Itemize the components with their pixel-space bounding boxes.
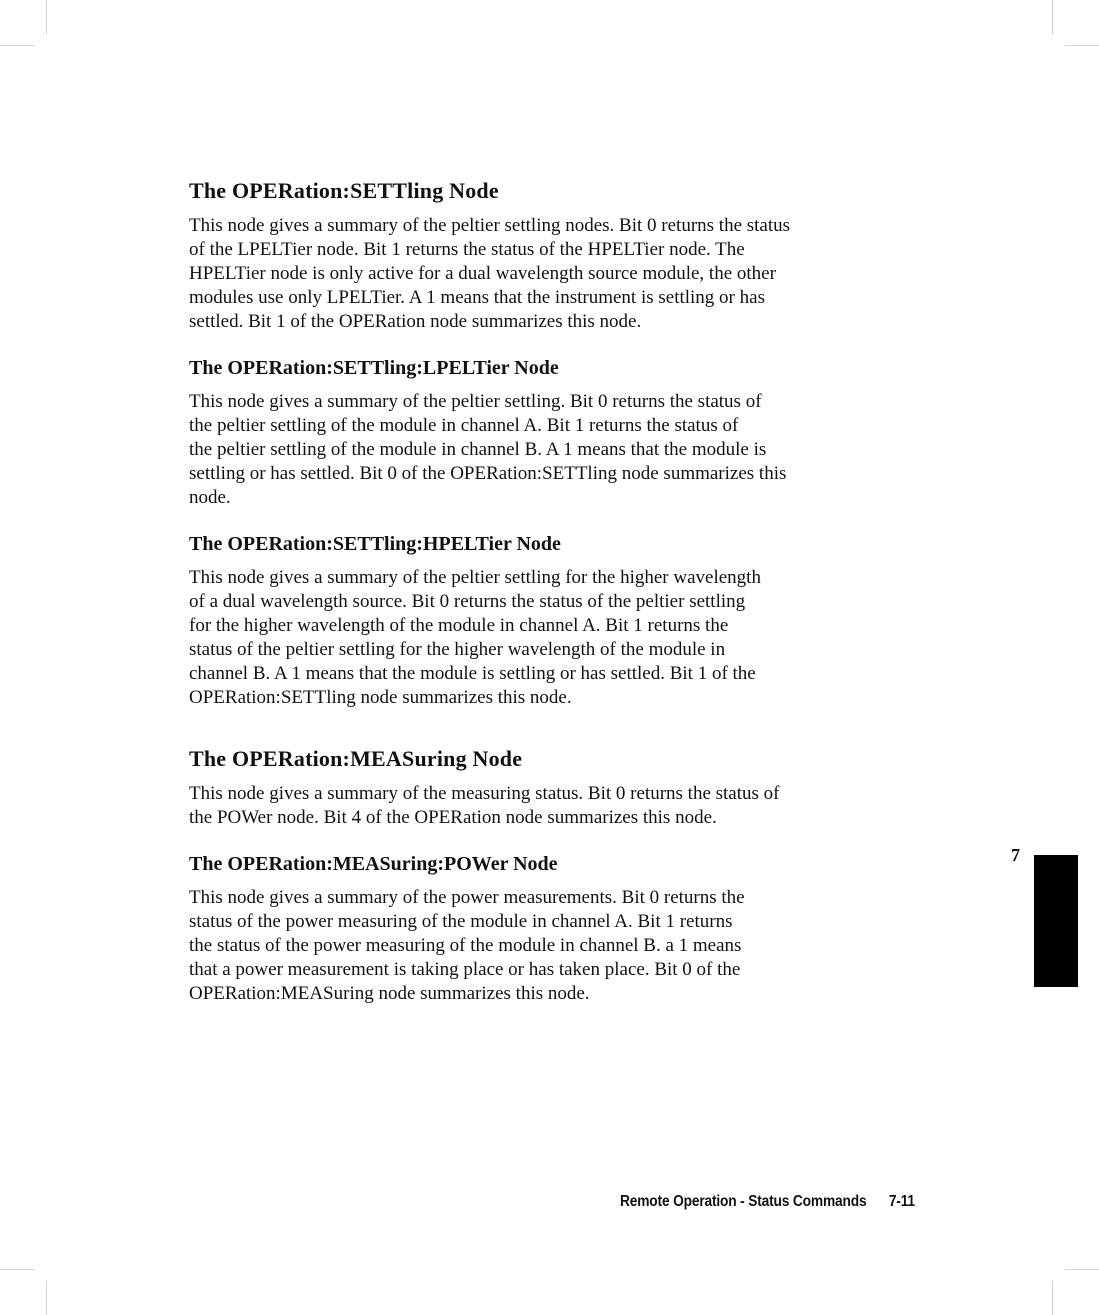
crop-mark [1052,0,1053,34]
subsection-body: This node gives a summary of the peltier settling for the higher wavelength of a dual wavelength source. Bit 0 returns the status of the peltier settling for the higher wavelength of the module in channel A. Bit 1 returns the status of the peltier settling for the higher wavelength of the module in channel B. A 1 means that the module is settling or has settled. Bit 1 of the OPERation:SETTling node summarizes this node. [189,567,761,708]
section-heading: The OPERation:SETTling Node [189,178,499,203]
crop-mark [0,45,34,46]
subsection-body: This node gives a summary of the peltier settling. Bit 0 returns the status of the peltier settling of the module in channel A. Bit 1 returns the status of the peltier settling of the module in channel B. A 1 means that the module is settling or has settled. Bit 0 of the OPERation:SETTling node summarizes this node. [189,391,787,508]
crop-mark [46,1281,47,1315]
crop-mark [1065,45,1099,46]
subsection-body: This node gives a summary of the power measurements. Bit 0 returns the status of the power measuring of the module in channel A. Bit 1 returns the status of the power measuring of the module in channel B. a 1 means that a power measurement is taking place or has taken place. Bit 0 of the OPERation:MEASuring node summarizes this node. [189,887,745,1004]
subsection-heading: The OPERation:SETTling:HPELTier Node [189,533,561,555]
crop-mark [0,1269,34,1270]
page-footer [620,1193,915,1211]
crop-mark [1052,1281,1053,1315]
chapter-tab-marker [1034,855,1078,987]
page-content [189,176,959,1006]
subsection-heading: The OPERation:SETTling:LPELTier Node [189,357,559,379]
crop-mark [1065,1269,1099,1270]
subsection-heading: The OPERation:MEASuring:POWer Node [189,853,558,875]
page-number: 7-11 [888,1193,915,1210]
crop-mark [46,0,47,34]
section-heading: The OPERation:MEASuring Node [189,746,523,771]
section-body: This node gives a summary of the measuring status. Bit 0 returns the status of the POWer node. Bit 4 of the OPERation node summarizes this node. [189,783,780,828]
chapter-tab-number: 7 [1011,845,1020,865]
footer-title: Remote Operation - Status Commands [620,1193,867,1210]
section-body: This node gives a summary of the peltier settling nodes. Bit 0 returns the status of the LPELTier node. Bit 1 returns the status of the HPELTier node. The HPELTier node is only active for a dual wavelength source module, the other modules use only LPELTier. A 1 means that the instrument is settling or has settled. Bit 1 of the OPERation node summarizes this node. [189,215,791,332]
